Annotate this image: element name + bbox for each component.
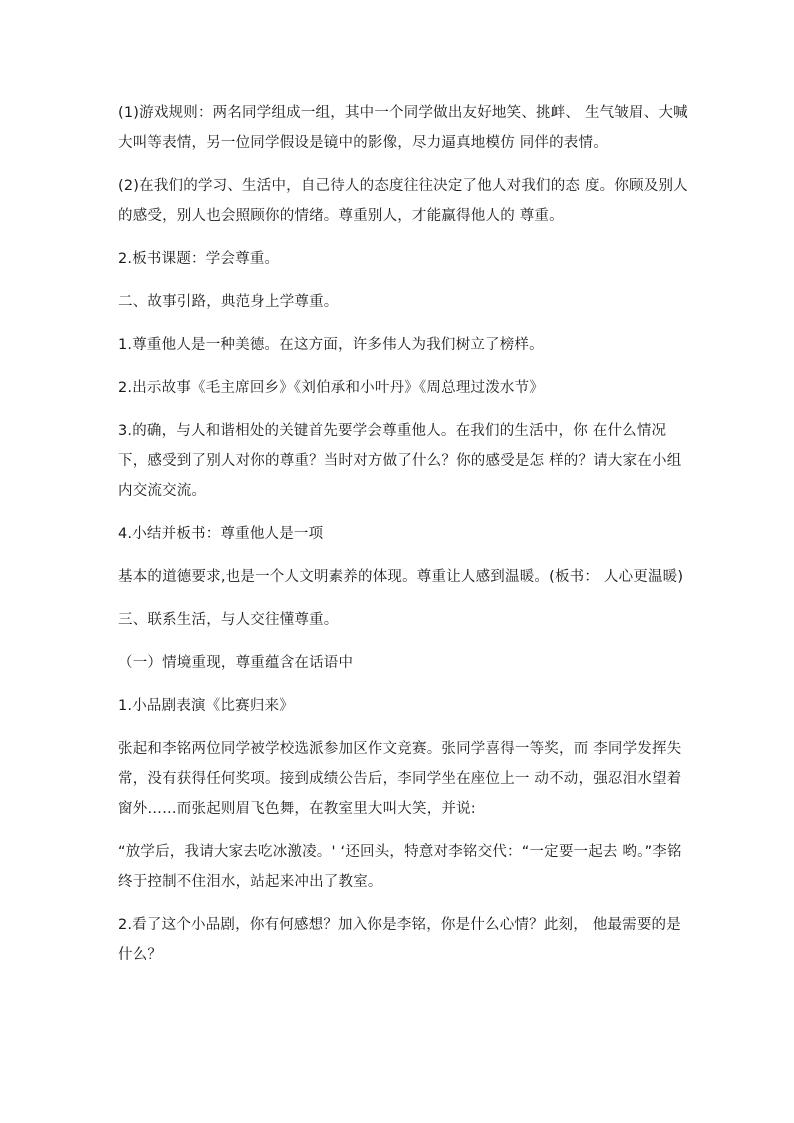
document-body bbox=[118, 98, 688, 970]
paragraph-game-rules: (1)游戏规则：两名同学组成一组，其中一个同学做出友好地笑、挑衅、 生气皱眉、大喊大叫等表情，另一位同学假设是镜中的影像，尽力逼真地模仿 同伴的表情。 bbox=[118, 105, 688, 151]
paragraph-virtue: 1.尊重他人是一种美德。在这方面，许多伟人为我们树立了榜样。 bbox=[118, 337, 544, 353]
paragraph-attitude: (2)在我们的学习、生活中，自己待人的态度往往决定了他人对我们的态 度。你顾及别人的感受，别人也会照顾你的情绪。尊重别人，才能赢得他人的 尊重。 bbox=[118, 178, 688, 224]
section-heading-three: 三、联系生活，与人交往懂尊重。 bbox=[118, 612, 339, 628]
paragraph-skit-title: 1.小品剧表演《比赛归来》 bbox=[118, 698, 294, 714]
paragraph-discussion: 3.的确，与人和谐相处的关键首先要学会尊重他人。在我们的生活中，你 在什么情况下，感受到了别人对你的尊重？当时对方做了什么？你的感受是怎 样的？请大家在小组内交流交流。 bbox=[118, 423, 682, 499]
paragraph-skit-story: 张起和李铭两位同学被学校选派参加区作文竞赛。张同学喜得一等奖，而 李同学发挥失常，没有获得任何奖项。接到成绩公告后，李同学坐在座位上一 动不动，强忍泪水望着窗外……而张起则眉飞色舞，在教室里大叫大笑，并说: bbox=[118, 741, 682, 817]
paragraph-summary: 4.小结并板书：尊重他人是一项 bbox=[118, 526, 324, 542]
paragraph-board-title: 2.板书课题：学会尊重。 bbox=[118, 251, 280, 267]
paragraph-moral: 基本的道德要求,也是一个人文明素养的体现。尊重让人感到温暖。(板书： 人心更温暖) bbox=[118, 569, 684, 585]
subsection-heading-one: （一）情境重现，尊重蕴含在话语中 bbox=[118, 655, 354, 671]
paragraph-skit-quote: “放学后，我请大家去吃冰激凌。' ‘还回头，特意对李铭交代：“一定要一起去 哟。”李铭终于控制不住泪水，站起来冲出了教室。 bbox=[118, 844, 682, 890]
section-heading-two: 二、故事引路，典范身上学尊重。 bbox=[118, 294, 339, 310]
paragraph-reflection: 2.看了这个小品剧，你有何感想？加入你是李铭，你是什么心情？此刻， 他最需要的是什么？ bbox=[118, 917, 681, 963]
paragraph-stories: 2.出示故事《毛主席回乡》《刘伯承和小叶丹》《周总理过泼水节》 bbox=[118, 380, 545, 396]
